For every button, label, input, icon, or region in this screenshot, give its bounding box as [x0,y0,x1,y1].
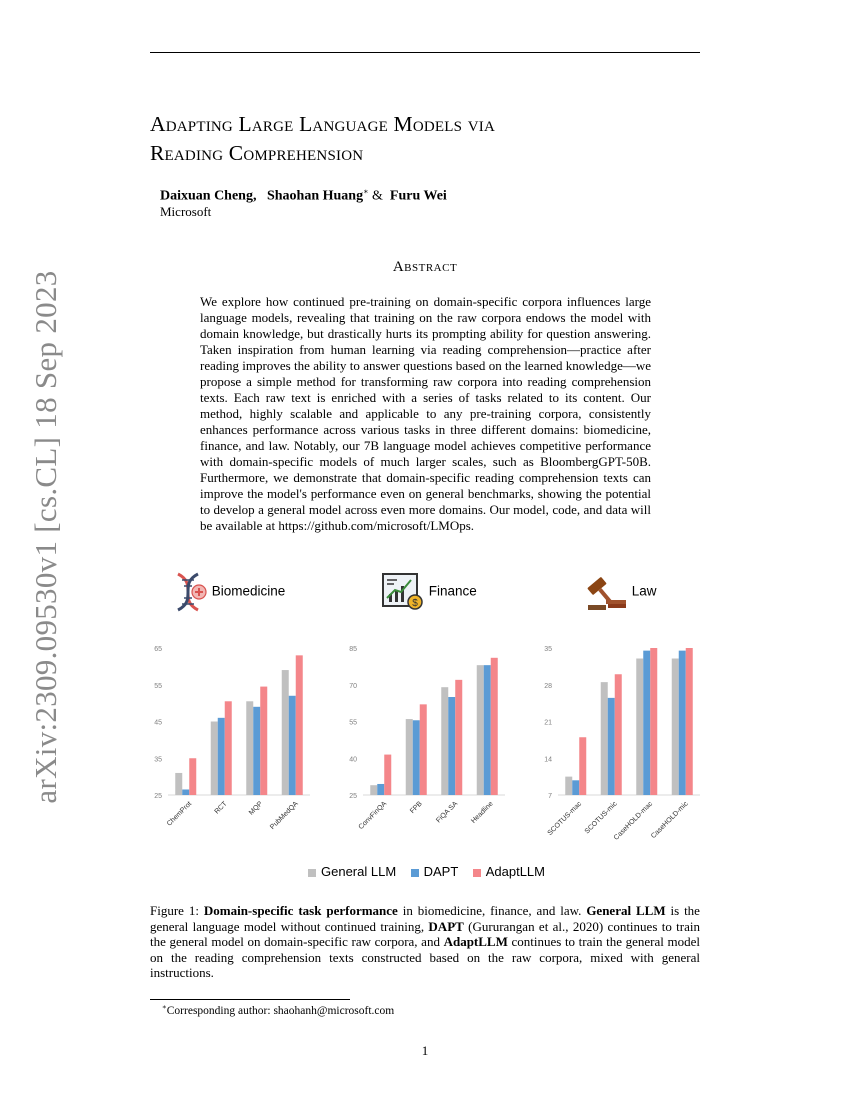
y-tick-label: 25 [349,793,357,800]
bar-dapt [413,720,420,795]
bar-general-llm [636,659,643,796]
x-tick-label: Headline [470,800,495,825]
bar-dapt [182,789,189,795]
bar-adaptllm [579,737,586,795]
title-line-1: Adapting Large Language Models via [150,112,496,136]
bar-general-llm [565,777,572,795]
y-tick-label: 55 [349,719,357,727]
y-tick-label: 7 [548,793,552,800]
bar-adaptllm [260,687,267,795]
bar-general-llm [211,722,218,796]
chart-biomedicine [140,640,315,845]
bar-adaptllm [491,658,498,795]
bar-adaptllm [455,680,462,795]
x-tick-label: FiQA SA [435,800,460,825]
gavel-icon [584,572,628,612]
bar-general-llm [282,670,289,795]
x-tick-label: FPB [409,800,424,816]
affiliation: Microsoft [160,204,212,219]
bar-adaptllm [189,758,196,795]
y-tick-label: 70 [349,682,357,690]
svg-text:$: $ [412,598,418,609]
legend-label: DAPT [423,864,459,879]
bar-general-llm [406,719,413,795]
caption-bold: General LLM [586,903,666,918]
paper-title [150,110,710,168]
legend-swatch [308,869,316,877]
figure-caption [150,903,700,981]
bar-dapt [377,784,384,795]
author-ampersand: & [372,188,383,204]
caption-text: continues to train the general model on the reading comprehension texts constructed based on the raw corpora, mixed with general instructions. [150,934,701,980]
y-tick-label: 28 [544,682,552,690]
author-2-mark: ∗ [363,187,369,196]
bar-adaptllm [615,674,622,795]
bar-general-llm [370,785,377,795]
y-tick-label: 40 [349,756,357,764]
bar-general-llm [601,682,608,795]
bar-dapt [679,651,686,795]
legend-item-dapt [411,864,459,879]
caption-prefix: Figure 1: [150,903,204,918]
x-tick-label: CaseHOLD-mac [612,800,655,842]
bar-adaptllm [686,648,693,795]
x-tick-label: ConvFinQA [357,800,389,832]
footnote-text: Corresponding author: shaohanh@microsoft.com [166,1004,395,1017]
y-tick-label: 14 [544,756,552,764]
footnote [162,1003,394,1017]
y-tick-label: 45 [154,719,162,727]
y-tick-label: 21 [544,719,552,727]
x-tick-label: SCOTUS-mac [546,800,584,838]
bar-adaptllm [225,701,232,795]
bar-general-llm [441,687,448,795]
legend-item-adaptllm [473,864,545,879]
x-tick-label: RCT [213,800,229,816]
bar-general-llm [175,773,182,795]
footnote-rule [150,999,350,1000]
authors [160,187,447,205]
footnote-mark: ∗ [162,1003,167,1011]
bar-dapt [448,697,455,795]
legend-label: General LLM [321,864,397,879]
chart-legend [308,864,545,879]
finance-chart-icon [381,572,425,612]
bar-dapt [484,665,491,795]
y-tick-label: 35 [154,756,162,764]
caption-text: is the general language model without continued training, [150,903,700,934]
chart-finance [335,640,510,845]
top-rule [150,52,700,53]
x-tick-label: ChemProt [165,800,194,828]
legend-swatch [411,869,419,877]
bar-adaptllm [650,648,657,795]
y-tick-label: 65 [154,646,162,653]
author-1: Daixuan Cheng, [160,188,257,204]
domain-law [584,572,657,612]
title-line-2: Reading Comprehension [150,141,364,165]
bar-general-llm [672,659,679,796]
bar-dapt [289,696,296,795]
bar-dapt [643,651,650,795]
domain-biomedicine [172,572,285,612]
caption-bold: AdaptLLM [443,934,508,949]
bar-general-llm [246,701,253,795]
domain-finance [381,572,477,612]
legend-label: AdaptLLM [485,864,545,879]
author-3: Furu Wei [389,188,447,204]
y-tick-label: 25 [154,793,162,800]
domain-label: Biomedicine [211,583,286,599]
x-tick-label: CaseHOLD-mic [650,800,690,841]
caption-bold: DAPT [428,918,464,934]
x-tick-label: SCOTUS-mic [583,800,619,836]
bar-dapt [608,698,615,795]
bar-dapt [572,780,579,795]
caption-text: in biomedicine, finance, and law. [397,903,587,918]
domain-label: Law [631,583,657,599]
domain-label: Finance [428,583,477,599]
chart-law [530,640,705,845]
arxiv-identifier: arXiv:2309.09530v1 [cs.CL] 18 Sep 2023 [28,270,63,804]
bar-dapt [253,707,260,795]
caption-text: (Gururangan et al., 2020) continues to train the general model on domain-specific raw corpora, and [150,918,701,949]
abstract-heading: Abstract [392,259,458,275]
y-tick-label: 35 [544,646,552,653]
legend-item-general-llm [308,864,396,879]
bar-adaptllm [384,755,391,795]
y-tick-label: 85 [349,646,357,653]
bar-dapt [218,718,225,795]
dna-icon [172,572,208,612]
caption-bold: Domain-specific task performance [203,903,398,918]
abstract-body: We explore how continued pre-training on domain-specific corpora influences large language models, revealing that training on the raw corpora endows the model with domain knowledge, but drastically hurts its prompting ability for question answering. Taken inspiration from human learning via reading comprehension—practice after reading improves the ability to answer questions based on the learned knowledge—we propose a simple method for transforming raw corpora into reading comprehension texts. Each raw text is enriched with a series of tasks related to its content. Our method, highly scalable and applicable to any pre-training corpora, consistently enhances performance across various tasks in three different domains: biomedicine, finance, and law. Notably, our 7B language model achieves competitive performance with domain-specific models of much larger scales, such as BloombergGPT-50B. Furthermore, we demonstrate that domain-specific reading comprehension texts can improve the model's performance even on general benchmarks, showing the potential to develop a general model across even more domains. Our model, code, and data will be available at https://github.com/microsoft/LMOps. [200,294,651,533]
bar-adaptllm [420,704,427,795]
page-number: 1 [421,1043,429,1058]
legend-swatch [473,869,481,877]
author-2: Shaohan Huang [266,188,364,204]
bar-adaptllm [296,655,303,795]
x-tick-label: PubMedQA [269,800,300,832]
y-tick-label: 55 [154,682,162,690]
bar-general-llm [477,665,484,795]
x-tick-label: MQP [247,800,265,817]
